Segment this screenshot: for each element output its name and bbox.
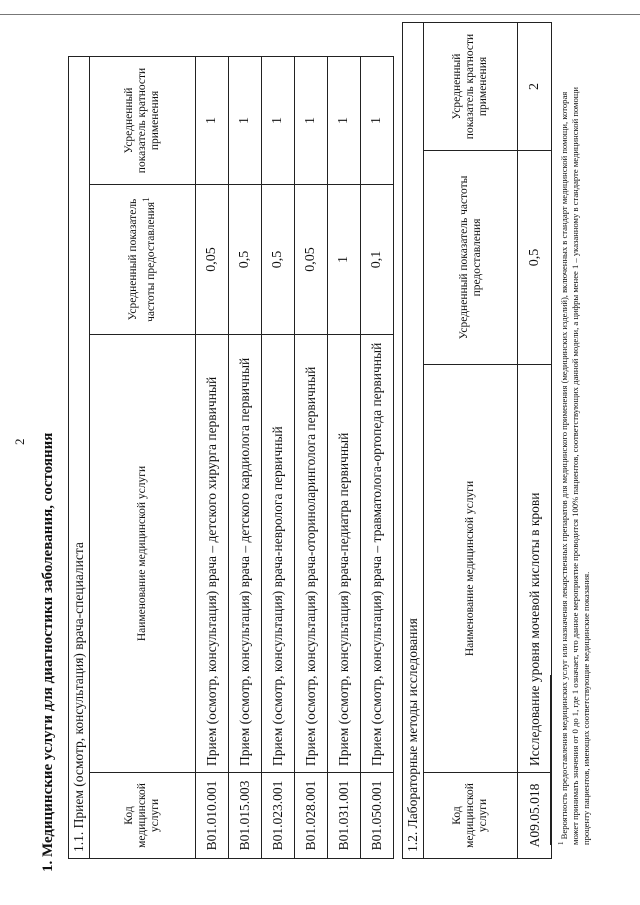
cell-name: Прием (осмотр, консультация) врача – травматолога-ортопеда первичный [361,335,394,773]
cell-code: B01.050.001 [361,773,394,859]
table-caption: 1.2. Лабораторные методы исследования [403,22,424,858]
cell-name: Исследование уровня мочевой кислоты в крови [518,365,552,773]
header-code: Код медицинской услуги [424,773,518,859]
cell-name: Прием (осмотр, консультация) врача-невролога первичный [262,335,295,773]
table-header-row [424,22,518,858]
footnote-marker: 1 [141,197,153,202]
cell-multiplicity: 1 [328,57,361,185]
cell-multiplicity: 1 [196,57,229,185]
cell-code: B01.015.003 [229,773,262,859]
table-row [196,57,229,859]
cell-frequency: 0,05 [196,185,229,335]
footnote-divider [550,675,551,845]
table-row [518,22,552,858]
cell-code: B01.031.001 [328,773,361,859]
cell-frequency: 0,1 [361,185,394,335]
cell-frequency: 0,5 [262,185,295,335]
cell-frequency: 0,05 [295,185,328,335]
table-laboratory [402,22,552,859]
cell-code: B01.023.001 [262,773,295,859]
header-name: Наименование медицинской услуги [90,335,196,773]
cell-multiplicity: 1 [295,57,328,185]
table-caption-row [69,57,90,859]
table-caption-row [403,22,424,858]
header-multiplicity: Усредненный показатель кратности применения [90,57,196,185]
header-name: Наименование медицинской услуги [424,365,518,773]
table-row [262,57,295,859]
cell-name: Прием (осмотр, консультация) врача-педиатра первичный [328,335,361,773]
table-caption: 1.1. Прием (осмотр, консультация) врача-специалиста [69,57,90,859]
table-consultations [68,56,394,859]
cell-multiplicity: 1 [229,57,262,185]
cell-code: B01.028.001 [295,773,328,859]
cell-code: B01.010.001 [196,773,229,859]
cell-multiplicity: 2 [518,22,552,150]
header-frequency: Усредненный показатель частоты предоставления [424,151,518,365]
cell-frequency: 0,5 [229,185,262,335]
table-row [229,57,262,859]
table-header-row [90,57,196,859]
header-code: Код медицинской услуги [90,773,196,859]
cell-name: Прием (осмотр, консультация) врача – детского кардиолога первичный [229,335,262,773]
section-heading: 1. Медицинские услуги для диагностики заболевания, состояния [40,432,56,872]
cell-frequency: 1 [328,185,361,335]
table-row [295,57,328,859]
table-row [361,57,394,859]
footnote [556,85,592,845]
footnote-text: Вероятность предоставления медицинских услуг или назначения лекарственных препаратов для медицинского применения (медицинских изделий), включенных в стандарт медицинской помощи, которая может принимать значения от 0 до 1, где 1 означает, что данное мероприятие проводится 100% пациентов, соответствующих данной модели, а цифры менее 1 – указанному в стандарте медицинской помощи проценту пациентов, имеющих соответствующие медицинские показания. [558,86,591,845]
cell-frequency: 0,5 [518,151,552,365]
header-multiplicity: Усредненный показатель кратности применения [424,22,518,150]
cell-name: Прием (осмотр, консультация) врача – детского хирурга первичный [196,335,229,773]
table-row [328,57,361,859]
footnote-marker: 1 [557,841,565,845]
cell-code: A09.05.018 [518,773,552,859]
header-frequency [90,185,196,335]
cell-name: Прием (осмотр, консультация) врача-оториноларинголога первичный [295,335,328,773]
page-number: 2 [12,438,27,445]
cell-multiplicity: 1 [262,57,295,185]
cell-multiplicity: 1 [361,57,394,185]
header-frequency-text: Усредненный показатель частоты предоставления [127,198,157,322]
